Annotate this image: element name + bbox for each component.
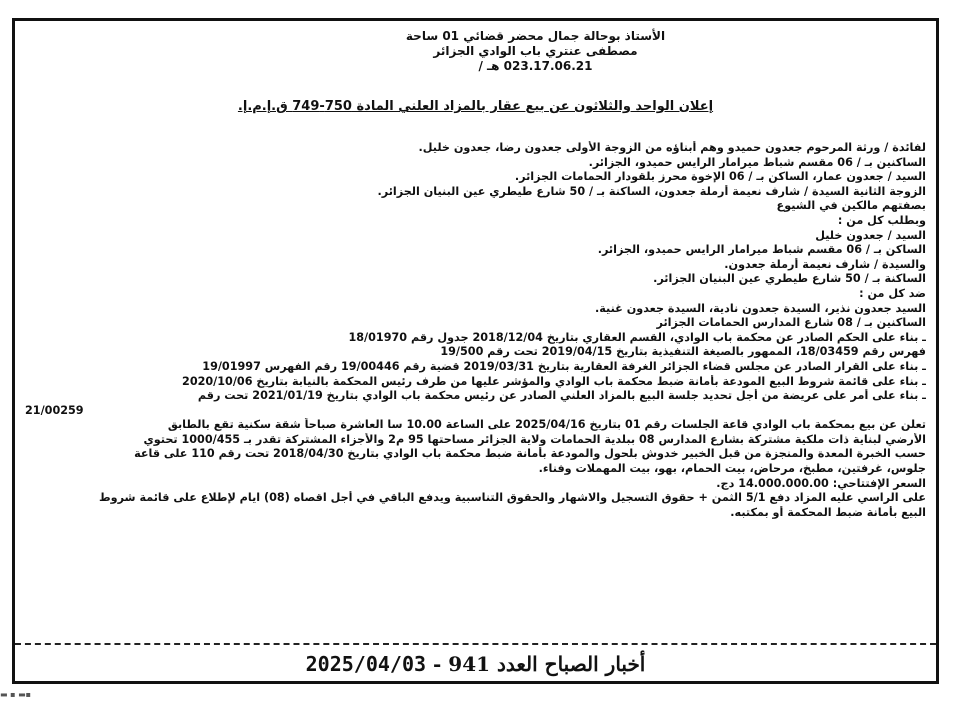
- body-line: الساكنين بـ / 08 شارع المدارس الحمامات الجزائر: [656, 316, 926, 330]
- body-line: حسب الخبرة المعدة والمنجزة من قبل الخبير خدوش بلحول والمودعة بأمانة ضبط محكمة باب الوادي بتاريخ 2018/04/30 تحت رقم 110 على قاعة: [134, 447, 926, 461]
- header-line-2: مصطفى عنتري باب الوادي الجزائر: [433, 44, 638, 58]
- body-line: السيد جعدون نذير، السيدة جعدون نادية، السيدة جعدون غنية.: [594, 301, 926, 315]
- header-line-3: 023.17.06.21 هـ /: [478, 59, 593, 73]
- newspaper-issue-label: أخبار الصباح العدد 941 -: [433, 652, 646, 676]
- body-line: فهرس رقم 18/03459، الممهور بالصيغة التنفيذية بتاريخ 2019/04/15 تحت رقم 19/500: [440, 345, 926, 359]
- publication-date: 2025/04/03: [305, 652, 427, 676]
- notice-title: إعلان الواحد والثلاثون عن بيع عقار بالمزاد العلني المادة 750-749 ق.إ.م.إ.: [237, 99, 714, 114]
- body-line: الساكنة بـ / 50 شارع طيطري عين البنيان الجزائر.: [653, 272, 926, 286]
- body-line: ـ بناء على الحكم الصادر عن محكمة باب الوادي، القسم العقاري بتاريخ 2018/12/04 جدول رقم 18/01970: [348, 330, 926, 344]
- bailiff-header: [15, 29, 936, 74]
- opening-price: السعر الإفتتاحي: 14.000.000.00 دج.: [716, 476, 926, 490]
- body-line: الزوجة الثانية السيدة / شارف نعيمة أرملة جعدون، الساكنة بـ / 50 شارع طيطري عين البنيان الجزائر.: [377, 184, 926, 198]
- body-line: السيد / جعدون خليل: [815, 228, 926, 242]
- footer-divider: [15, 643, 936, 645]
- body-line: 21/00259: [25, 403, 84, 417]
- body-line: الساكنين بـ / 06 مقسم شباط ميرامار الرايس حميدو، الجزائر.: [588, 155, 926, 169]
- notice-body: [25, 141, 926, 520]
- newspaper-footer: [15, 647, 936, 681]
- notice-frame: [12, 18, 939, 684]
- body-line: على الراسي عليه المزاد دفع 5/1 الثمن + حقوق التسجيل والاشهار والحقوق التناسبية ويدفع الباقي في أجل اقصاه (08) ايام لإطلاع على قائمة شروط: [99, 491, 926, 505]
- body-line: ضد كل من :: [859, 286, 926, 300]
- body-line: لفائدة / ورثة المرحوم جعدون حميدو وهم أبناؤه من الزوجة الأولى جعدون رضا، جعدون خليل.: [418, 141, 926, 154]
- body-line: وبطلب كل من :: [837, 213, 926, 227]
- header-line-1: الأستاذ بوحالة جمال محضر قضائي 01 ساحة: [405, 29, 666, 43]
- body-line: البيع بأمانة ضبط المحكمة أو بمكتبه.: [730, 505, 926, 519]
- body-line: الأرضي لبناية ذات ملكية مشتركة بشارع المدارس 08 ببلدية الحمامات ولاية الجزائر مساحتها 95 م2 والأجزاء المشتركة تقدر بـ 1000/455 تحتوي: [143, 432, 926, 446]
- body-line: الساكن بـ / 06 مقسم شباط ميرامار الرايس حميدو، الجزائر.: [597, 243, 926, 257]
- body-line: ـ بناء على القرار الصادر عن مجلس قضاء الجزائر الغرفة العقارية بتاريخ 2019/03/31 قضية رقم 19/00446 رقم الفهرس 19/01997: [202, 359, 926, 373]
- body-line: السيد / جعدون عمار، الساكن بـ / 06 الإخوة محرز بلقودار الحمامات الجزائر.: [514, 170, 926, 184]
- body-line: جلوس، غرفتين، مطبخ، مرحاض، بيت الحمام، بهو، بيت المهملات وفناء.: [538, 462, 926, 476]
- body-line: ـ بناء على قائمة شروط البيع المودعة بأمانة ضبط محكمة باب الوادي والمؤشر عليها من طرف رئيس المحكمة بالنيابة بتاريخ 2020/10/06: [182, 374, 926, 388]
- body-line: تعلن عن بيع بمحكمة باب الوادي قاعة الجلسات رقم 01 بتاريخ 2025/04/16 على الساعة 10.00 سا العاشرة صباحاً شقة سكنية تقع بالطابق: [167, 418, 926, 432]
- body-line: ـ بناء على أمر على عريضة من أجل تحديد جلسة البيع بالمزاد العلني الصادر عن رئيس محكمة باب الوادي بتاريخ 2021/01/19 تحت رقم: [197, 389, 926, 403]
- body-line: والسيدة / شارف نعيمة أرملة جعدون.: [724, 257, 926, 271]
- body-line: بصفتهم مالكين في الشيوع: [776, 199, 926, 213]
- scan-edge-mark: ▬ ▪ ▬▪: [0, 690, 32, 699]
